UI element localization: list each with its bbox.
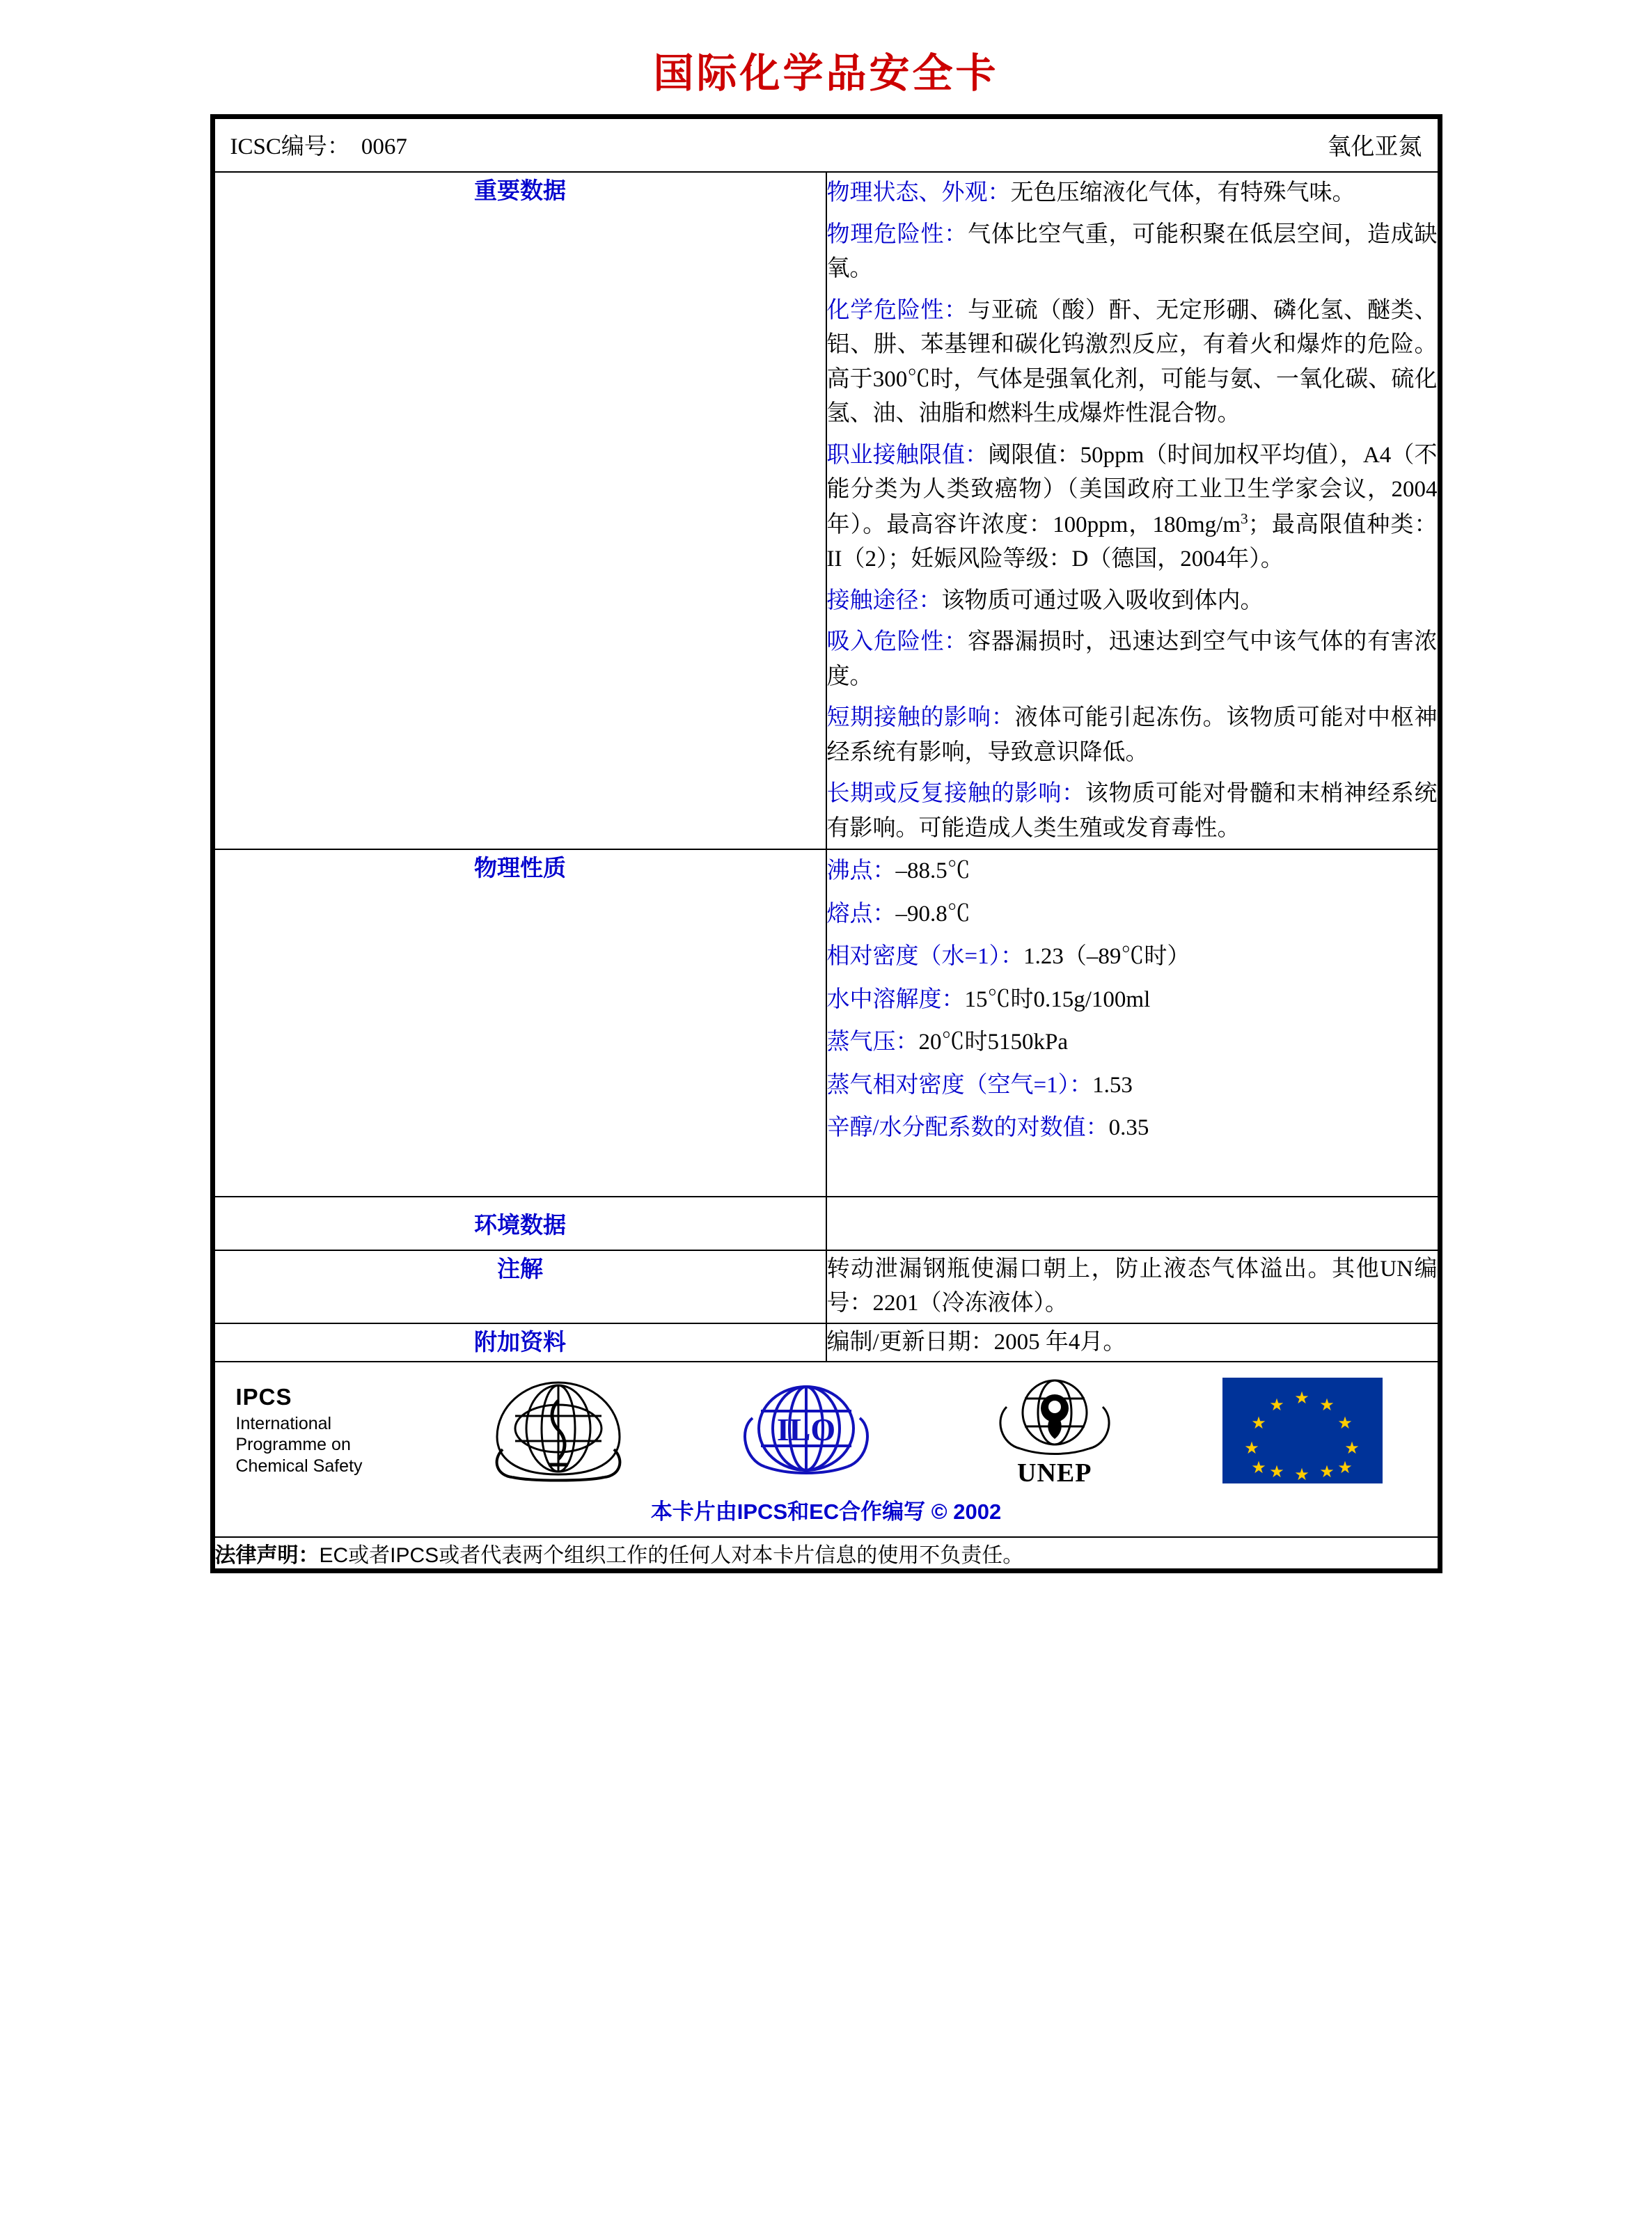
important-data-label: 重要数据 [214,172,826,849]
prop-water-solubility [827,983,1438,1018]
prop-vapour-relative-density [827,1069,1438,1103]
additional-info-label: 附加资料 [214,1323,826,1362]
item-key: 物理危险性： [826,221,968,247]
data-item-physical-hazards [827,218,1438,287]
notes-text: 转动泄漏钢瓶使漏口朝上，防止液态气体溢出。其他UN编号：2201（冷冻液体）。 [826,1256,1438,1316]
legal-cell [214,1537,1438,1569]
additional-info-content [826,1323,1438,1362]
item-value: 气体比空气重，可能积聚在低层空间，造成缺氧。 [826,221,1438,281]
item-value-tail: ；最高限值种类：II（2）；妊娠风险等级：D（德国，2004年）。 [826,512,1438,572]
eu-flag: ★ ★ ★ ★ ★ ★ ★ ★ ★ ★ ★ ★ [1222,1378,1383,1483]
unep-logo-slot [941,1372,1169,1488]
data-item-short-term-effects [827,701,1438,770]
item-key: 物理状态、外观： [826,180,1011,205]
unep-label: UNEP [1017,1458,1092,1488]
safety-card [210,114,1442,1573]
prop-key: 蒸气压： [826,1030,919,1055]
prop-value: 15℃时0.15g/100ml [964,986,1151,1012]
who-logo [482,1373,635,1488]
prop-key: 蒸气相对密度（空气=1）： [826,1072,1093,1098]
item-value: 与亚硫（酸）酐、无定形硼、磷化氢、醚类、铝、肼、苯基锂和碳化钨激烈反应，有着火和爆炸的危险。高于300℃时，气体是强氧化剂，可能与氨、一氧化碳、硫化氢、油、油脂和燃料生成爆炸性混合物。 [826,297,1438,426]
item-key: 吸入危险性： [826,629,968,654]
substance-name: 氧化亚氮 [1327,134,1422,160]
data-item-chemical-hazards [827,294,1438,432]
ilo-logo [726,1376,886,1484]
environmental-data-content [826,1197,1438,1250]
prop-relative-density [827,940,1438,975]
card-header-row [214,118,1438,172]
data-item-long-term-effects [827,777,1438,846]
ilo-logo-slot [693,1376,920,1484]
notes-row [214,1250,1438,1323]
prop-value: 1.53 [1092,1072,1133,1098]
prop-vapour-pressure [827,1025,1438,1060]
environmental-data-label: 环境数据 [214,1197,826,1250]
legal-text: EC或者IPCS或者代表两个组织工作的任何人对本卡片信息的使用不负责任。 [319,1544,1024,1567]
additional-info-text: 编制/更新日期：2005 年4月。 [826,1329,1126,1355]
data-item-physical-state [827,176,1438,211]
legal-label: 法律声明： [214,1544,320,1567]
ipcs-full-line-3: Chemical Safety [235,1456,363,1476]
prop-value: 0.35 [1108,1115,1149,1140]
prop-octanol-water-coefficient [827,1111,1438,1146]
prop-boiling-point [827,854,1438,889]
ipcs-block [236,1384,424,1477]
item-key: 化学危险性： [826,297,968,323]
footer-logos-cell [214,1362,1438,1537]
prop-melting-point [827,897,1438,932]
additional-info-row [214,1323,1438,1362]
item-value: 阈限值：50ppm（时间加权平均值），A4（不能分类为人类致癌物）（美国政府工业卫生学家会议，2004年）。最高容许浓度：100ppm，180mg/m [826,442,1438,537]
svg-text:ILO: ILO [777,1412,836,1447]
safety-card-table [214,118,1439,1570]
prop-key: 辛醇/水分配系数的对数值： [826,1115,1109,1140]
notes-label: 注解 [214,1250,826,1323]
logos-row [214,1362,1438,1537]
item-key: 接触途径： [826,588,942,613]
item-key: 短期接触的影响： [826,705,1015,730]
who-logo-slot [445,1373,672,1488]
icsc-label: ICSC编号： [230,134,350,159]
important-data-content [826,172,1438,849]
data-item-routes-of-exposure [827,584,1438,619]
important-data-row [214,172,1438,849]
item-value: 该物质可通过吸入吸收到体内。 [941,588,1264,613]
prop-key: 水中溶解度： [826,986,965,1012]
prop-key: 熔点： [826,901,896,927]
icsc-number: 0067 [361,134,407,159]
physical-properties-label: 物理性质 [214,849,826,1197]
item-key: 职业接触限值： [826,442,989,468]
prop-value: 1.23（–89℃时） [1023,944,1190,969]
physical-properties-row [214,849,1438,1197]
item-value-superscript: 3 [1241,510,1248,527]
prop-key: 相对密度（水=1）： [826,944,1024,969]
data-item-inhalation-risk [827,625,1438,694]
prop-value: –88.5℃ [895,858,970,883]
item-value: 容器漏损时，迅速达到空气中该气体的有害浓度。 [826,629,1438,689]
item-key: 长期或反复接触的影响： [826,781,1085,806]
page-title: 国际化学品安全卡 [653,51,999,96]
ipcs-abbr: IPCS [235,1383,292,1410]
ipcs-full-line-1: International [235,1413,332,1433]
item-value: 无色压缩液化气体，有特殊气味。 [1010,180,1355,205]
prop-value: 20℃时5150kPa [918,1030,1068,1055]
prop-value: –90.8℃ [895,901,970,927]
icsc-number-block [230,128,407,161]
item-value: 该物质可能对骨髓和末梢神经系统有影响。可能造成人类生殖或发育毒性。 [826,781,1438,841]
footer-credit: 本卡片由IPCS和EC合作编写 © 2002 [650,1499,1002,1524]
ipcs-full-line-2: Programme on [235,1435,351,1455]
physical-properties-content [826,849,1438,1197]
logo-band [215,1362,1438,1491]
prop-key: 沸点： [826,858,896,883]
legal-notice [215,1538,1438,1568]
item-value: 液体可能引起冻伤。该物质可能对中枢神经系统有影响，导致意识降低。 [826,705,1438,765]
eu-flag-slot [1189,1378,1417,1483]
legal-row [214,1537,1438,1569]
notes-content [826,1250,1438,1323]
data-item-occupational-limits [827,439,1438,577]
environmental-data-row [214,1197,1438,1250]
